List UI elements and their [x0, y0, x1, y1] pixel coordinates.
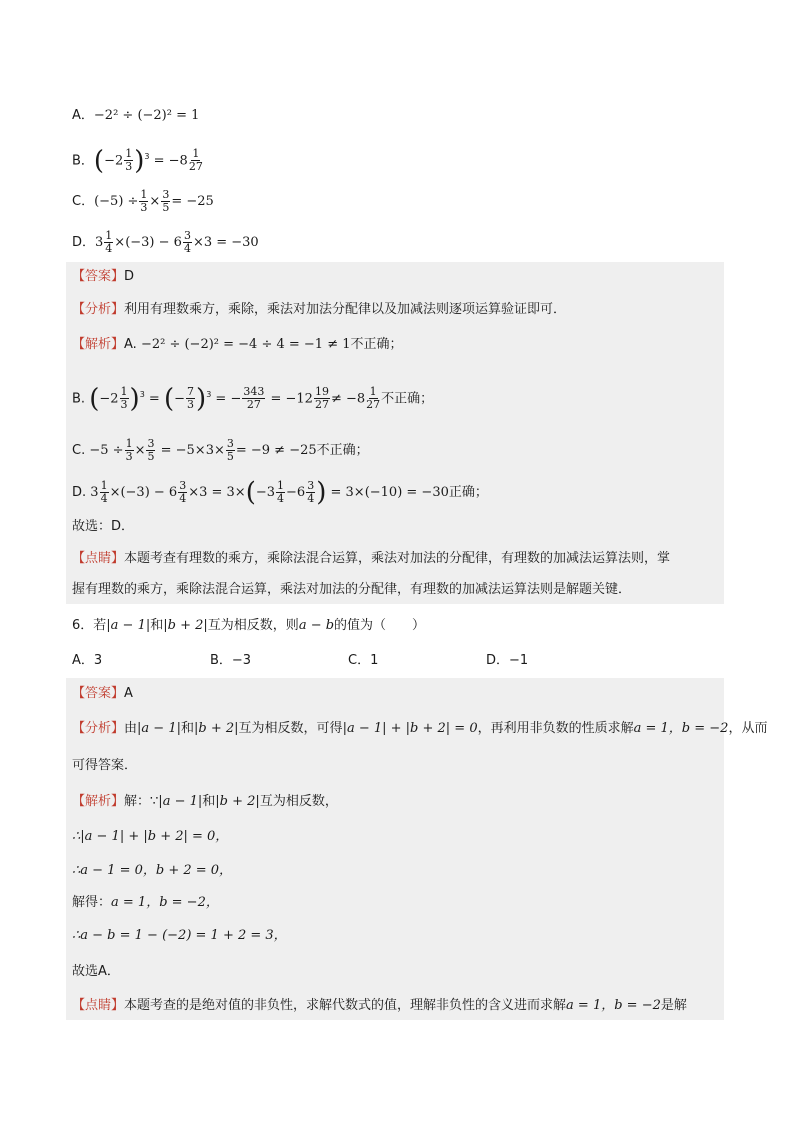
q5-comment-line2: 握有理数的乘方，乘除法混合运算，乘法对加法的分配律，有理数的加减法运算法则是解题关键．: [72, 582, 632, 597]
q6-solution-line5: ∴a − b = 1 − (−2) = 1 + 2 = 3，: [72, 928, 287, 943]
q6-stem: 6．若|a − 1|和|b + 2|互为相反数，则a − b的值为（ ）: [72, 618, 426, 633]
q5-conclusion: 故选：D．: [72, 519, 135, 534]
option-b: B．(−2 $\frac{1}{3}$ )$^3$ = −8 $\frac{1}{27}$: [72, 145, 203, 176]
q5-solution-c: C. −5 ÷ $\frac{1}{3}$ × $\frac{3}{5}$ = −5×3× $\frac{3}{5}$ = −9 ≠ −25不正确；: [72, 437, 369, 463]
q6-answer: 【答案】A: [72, 686, 133, 701]
q6-option-d: D．−1: [486, 653, 529, 668]
q5-solution-a: 【解析】A. −2² ÷ (−2)² = −4 ÷ 4 = −1 ≠ 1不正确；: [72, 337, 403, 352]
option-d: D．3 $\frac{1}{4}$ ×(−3) − 6 $\frac{3}{4}$ ×3 = −30: [72, 229, 259, 255]
q6-option-c: C．1: [348, 653, 379, 668]
q6-solution-line4: 解得：a = 1，b = −2，: [72, 895, 219, 910]
option-c: C．(−5) ÷ $\frac{1}{3}$ × $\frac{3}{5}$ = −25: [72, 188, 214, 214]
q6-option-a: A．3: [72, 653, 103, 668]
option-a: A．−2² ÷ (−2)² = 1: [72, 108, 200, 123]
q6-solution-line1: 【解析】解：∵|a − 1|和|b + 2|互为相反数，: [72, 794, 338, 809]
q5-comment-line1: 【点睛】本题考查有理数的乘方，乘除法混合运算，乘法对加法的分配律，有理数的加减法运算法则，掌: [72, 551, 671, 566]
q6-option-b: B．−3: [210, 653, 252, 668]
q6-solution-line3: ∴a − 1 = 0，b + 2 = 0，: [72, 863, 233, 878]
q5-analysis: 【分析】利用有理数乘方，乘除，乘法对加法分配律以及加减法则逐项运算验证即可．: [72, 302, 567, 317]
q6-solution-line2: ∴|a − 1| + |b + 2| = 0，: [72, 829, 229, 844]
q6-conclusion: 故选A．: [72, 964, 120, 979]
q5-solution-d: D. 3 $\frac{1}{4}$ ×(−3) − 6 $\frac{3}{4}$ ×3 = 3×(−3 $\frac{1}{4}$ −6 $\frac{3}{4}$ ) = 3×(−10) = −30正确；: [72, 477, 488, 508]
q6-comment: 【点睛】本题考查的是绝对值的非负性，求解代数式的值，理解非负性的含义进而求解a = 1，b = −2是解: [72, 998, 687, 1013]
q5-solution-b: B. (−2 $\frac{1}{3}$ )$^3$ = (− $\frac{7}{3}$ )$^3$ = − $\frac{343}{27}$ = −12 $\frac{19}{27}$ ≠ −8 $\frac{1}{27}$ 不正确；: [72, 383, 434, 414]
q5-answer: 【答案】D: [72, 269, 135, 284]
q6-analysis-line2: 可得答案．: [72, 758, 138, 773]
q6-analysis-line1: 【分析】由|a − 1|和|b + 2|互为相反数，可得|a − 1| + |b + 2| = 0，再利用非负数的性质求解a = 1，b = −2，从而: [72, 721, 768, 736]
